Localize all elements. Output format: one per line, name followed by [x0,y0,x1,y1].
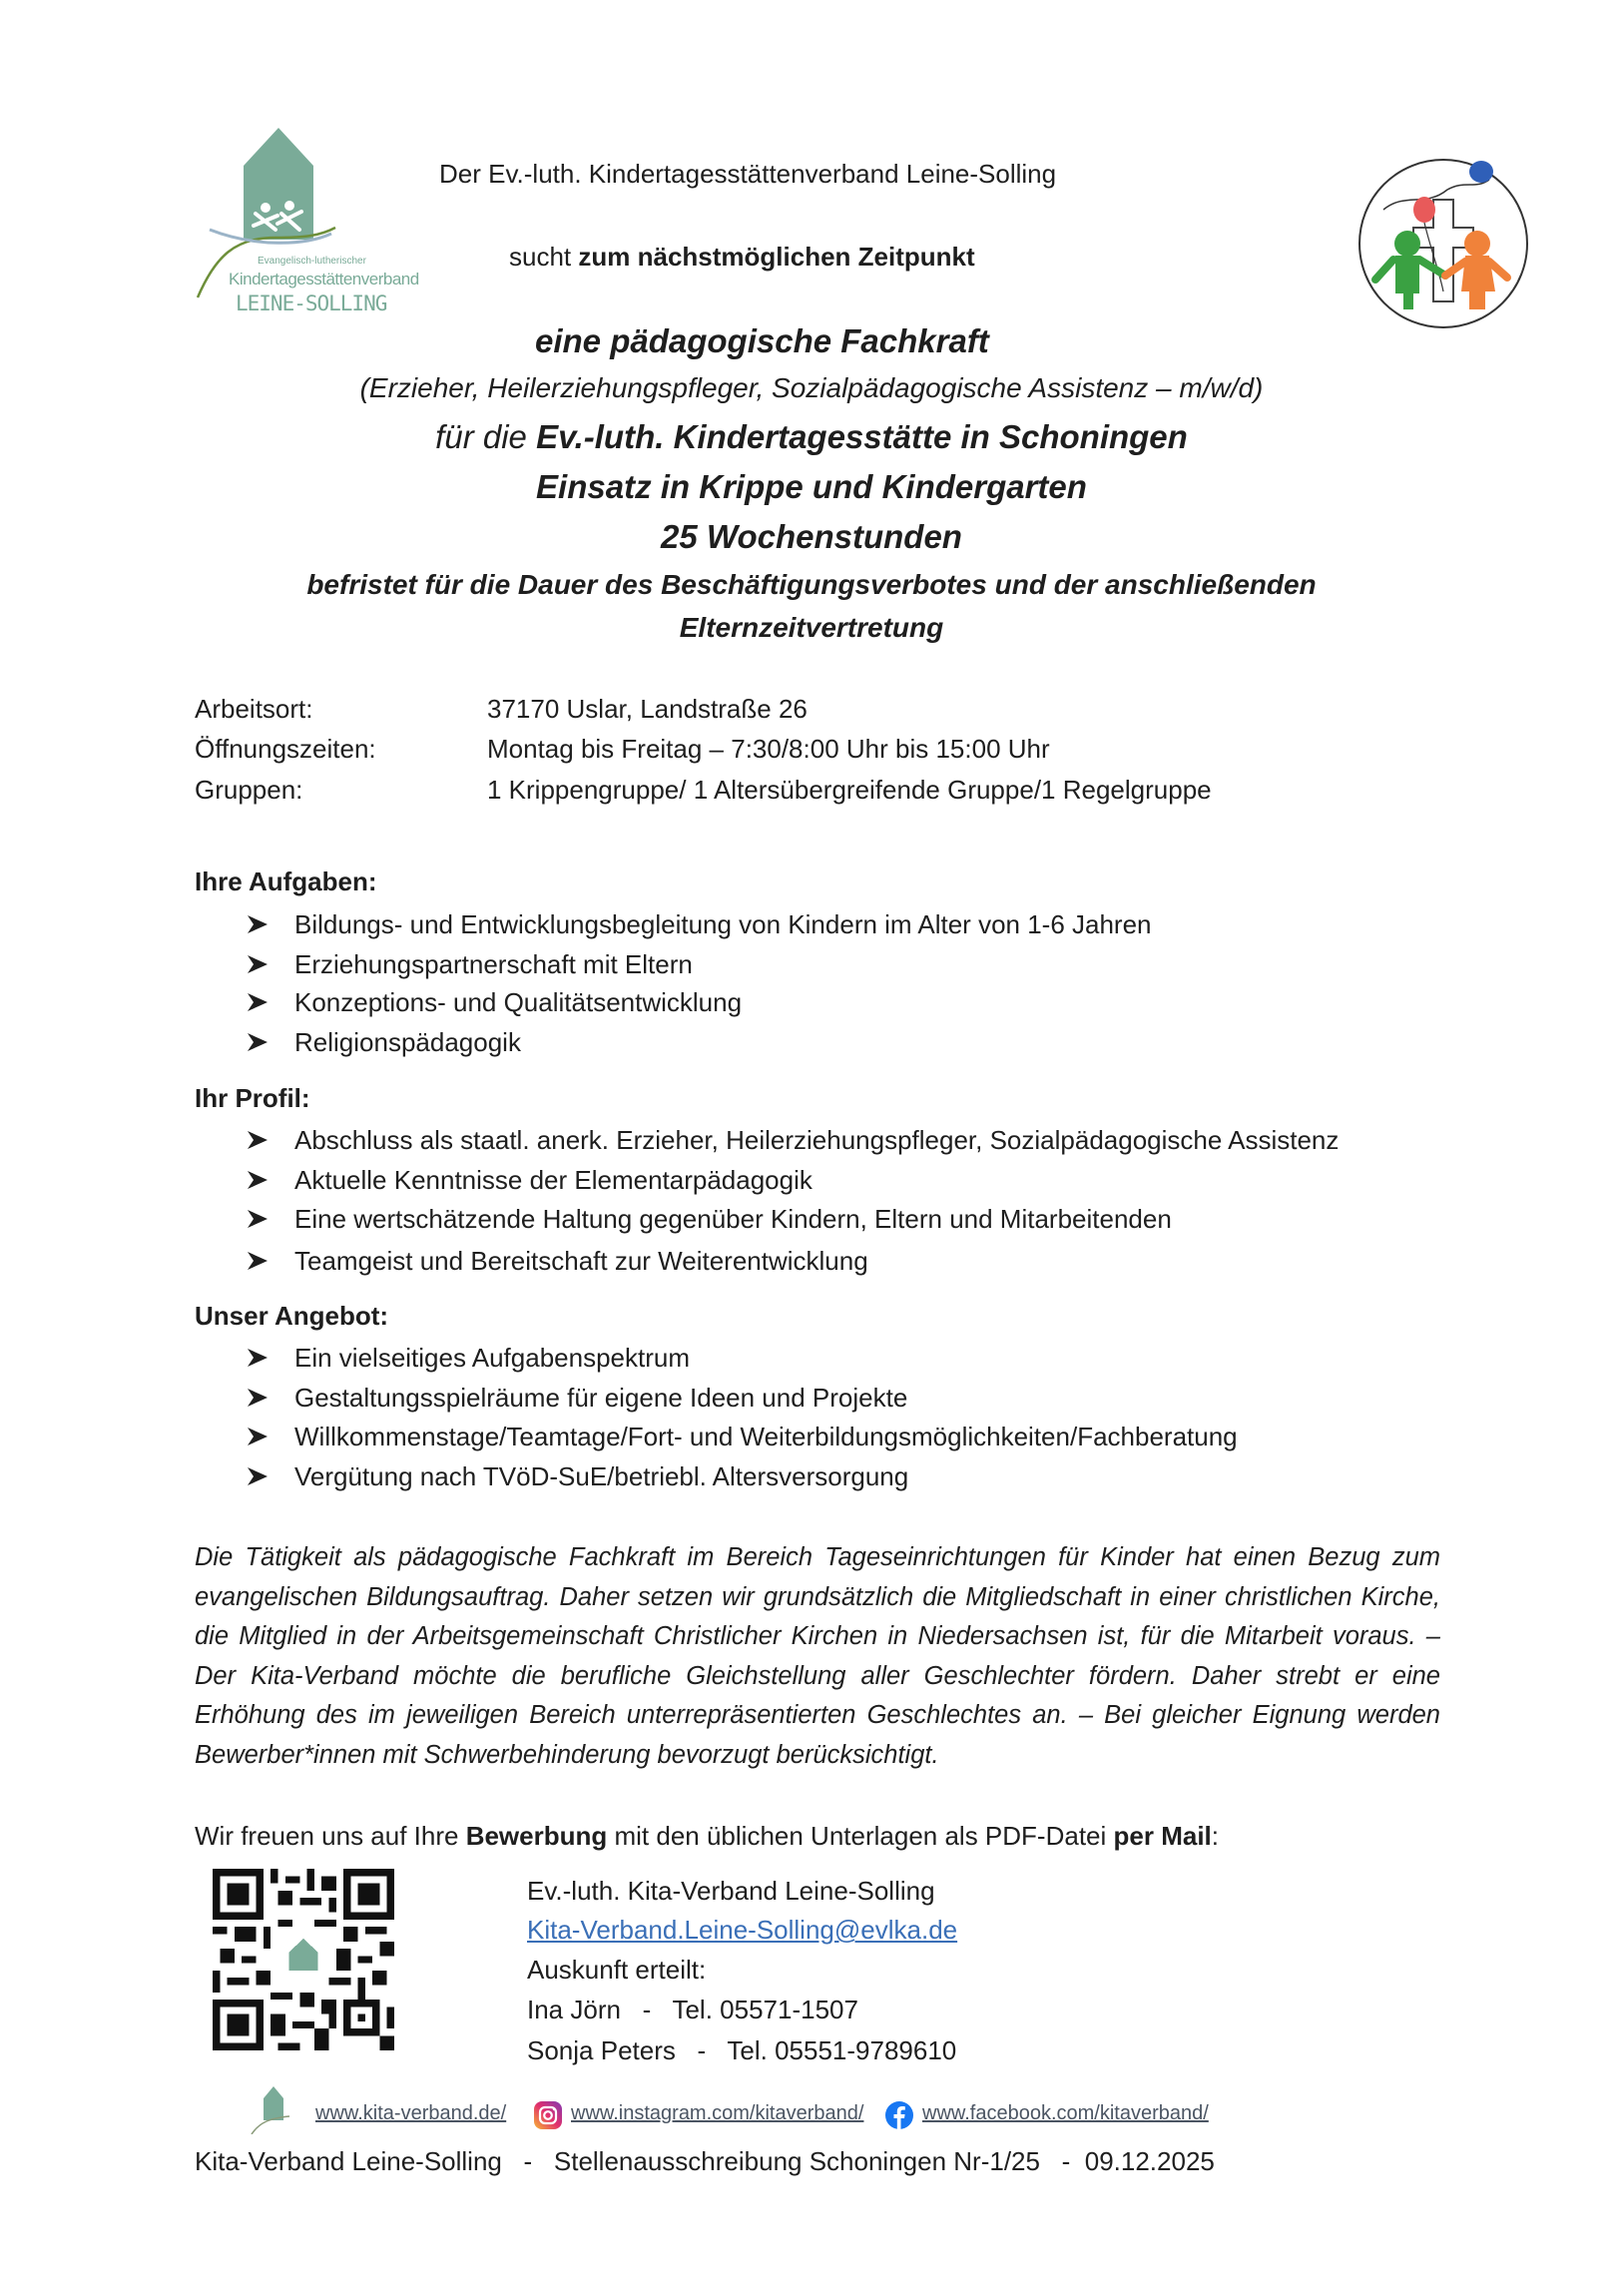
list-item: Erziehungspartnerschaft mit Eltern [294,949,693,979]
detail-label-groups: Gruppen: [195,775,303,805]
seeks-line [509,241,975,273]
facility-line [0,417,1623,457]
arrow-bullet-icon [246,952,270,976]
detail-label-hours: Öffnungszeiten: [195,734,376,764]
list-item: Religionspädagogik [294,1027,521,1057]
hours-line: 25 Wochenstunden [661,518,962,555]
detail-value-hours: Montag bis Freitag – 7:30/8:00 Uhr bis 15:00 Uhr [487,734,1050,764]
logo-text-main: Kindertagesstättenverband [229,270,419,288]
org-line: Der Ev.-luth. Kindertagesstättenverband Leine-Solling [439,159,1057,189]
footer-website-link[interactable]: www.kita-verband.de/ [315,2102,507,2124]
application-bold-2: per Mail [1113,1821,1212,1851]
list-item: Bildungs- und Entwicklungsbegleitung von Kindern im Alter von 1-6 Jahren [294,909,1152,939]
list-item: Aktuelle Kenntnisse der Elementarpädagogik [294,1165,812,1195]
application-bold-1: Bewerbung [465,1821,608,1851]
footer-instagram-link[interactable]: www.instagram.com/kitaverband/ [571,2102,864,2124]
footer-reference: Kita-Verband Leine-Solling - Stellenausschreibung Schoningen Nr-1/25 - 09.12.2025 [195,2146,1215,2176]
arrow-bullet-icon [246,1249,270,1273]
arrow-bullet-icon [246,1425,270,1448]
arrow-bullet-icon [246,912,270,936]
detail-label-workplace: Arbeitsort: [195,694,313,724]
position-title: eine pädagogische Fachkraft [535,322,989,359]
list-item: Willkommenstage/Teamtage/Fort- und Weiterbildungsmöglichkeiten/Fachberatung [294,1422,1238,1451]
section-heading-offer: Unser Angebot: [195,1301,389,1331]
fixed-term-line-1: befristet für die Dauer des Beschäftigungsverbotes und der anschließenden [306,569,1317,600]
kita-children-logo [1355,152,1535,331]
detail-value-workplace: 37170 Uslar, Landstraße 26 [487,694,808,724]
seeks-prefix: sucht [509,242,572,272]
list-item: Konzeptions- und Qualitätsentwicklung [294,987,743,1017]
arrow-bullet-icon [246,1128,270,1152]
footer-facebook-link[interactable]: www.facebook.com/kitaverband/ [922,2102,1209,2124]
application-text-3: : [1211,1821,1219,1851]
application-text-2: mit den üblichen Unterlagen als PDF-Datei [607,1821,1114,1851]
logo-text-region: LEINE-SOLLING [236,291,387,315]
list-item: Eine wertschätzende Haltung gegenüber Kindern, Eltern und Mitarbeitenden [294,1204,1172,1234]
instagram-icon [533,2100,563,2130]
children-cross-icon [1355,152,1535,331]
contact-info-label: Auskunft erteilt: [527,1955,707,1985]
section-heading-tasks: Ihre Aufgaben: [195,866,377,896]
kita-logo-icon [250,2084,307,2134]
arrow-bullet-icon [246,1346,270,1370]
list-item: Vergütung nach TVöD-SuE/betriebl. Altersversorgung [294,1461,909,1491]
roles-line: (Erzieher, Heilerziehungspfleger, Sozialpädagogische Assistenz – m/w/d) [359,372,1264,403]
application-text-1: Wir freuen uns auf Ihre [195,1821,466,1851]
seeks-timing: zum nächstmöglichen Zeitpunkt [578,242,975,272]
qr-code-icon [213,1869,394,2050]
arrow-bullet-icon [246,1030,270,1054]
contact-email-link[interactable]: Kita-Verband.Leine-Solling@evlka.de [527,1915,958,1945]
arrow-bullet-icon [246,990,270,1014]
list-item: Abschluss als staatl. anerk. Erzieher, Heilerziehungspfleger, Sozialpädagogische Assistenz [294,1125,1340,1155]
contact-person-2: Sonja Peters - Tel. 05551-9789610 [527,2035,957,2065]
detail-value-groups: 1 Krippengruppe/ 1 Altersübergreifende Gruppe/1 Regelgruppe [487,775,1212,805]
equality-statement: Die Tätigkeit als pädagogische Fachkraft im Bereich Tageseinrichtungen für Kinder hat einen Bezug zum evangelischen Bildungsauftrag. Daher setzen wir grundsätzlich die Mitgliedschaft in einer christlichen Kirche, die Mitglied in der Arbeitsgemeinschaft Christlicher Kirchen in Niedersachsen ist, für die Mitarbeit voraus. – Der Kita-Verband möchte die berufliche Gleichstellung aller Geschlechter fördern. Daher strebt er eine Erhöhung des im jeweiligen Bereich unterrepräsentierten Geschlechtes an. – Bei gleicher Eignung werden Bewerber*innen mit Schwerbehinderung bevorzugt berücksichtigt. [195,1543,1440,1769]
contact-person-1: Ina Jörn - Tel. 05571-1507 [527,1995,858,2024]
logo-text-small: Evangelisch-lutherischer [258,256,366,267]
list-item: Ein vielseitiges Aufgabenspektrum [294,1343,691,1373]
application-line [195,1821,1219,1852]
deployment-line: Einsatz in Krippe und Kindergarten [536,468,1087,505]
contact-org: Ev.-luth. Kita-Verband Leine-Solling [527,1876,935,1906]
facility-name: Ev.-luth. Kindertagesstätte in Schoningen [536,418,1188,455]
facility-prefix: für die [435,418,527,455]
list-item: Teamgeist und Bereitschaft zur Weiterentwicklung [294,1246,868,1276]
facebook-icon [884,2100,914,2130]
section-heading-profile: Ihr Profil: [195,1083,310,1113]
kita-verband-logo [196,126,419,325]
list-item: Gestaltungsspielräume für eigene Ideen und Projekte [294,1383,908,1413]
fixed-term-line-2: Elternzeitvertretung [679,612,944,643]
arrow-bullet-icon [246,1386,270,1410]
qr-code[interactable] [213,1869,394,2050]
arrow-bullet-icon [246,1207,270,1231]
arrow-bullet-icon [246,1464,270,1488]
arrow-bullet-icon [246,1168,270,1192]
